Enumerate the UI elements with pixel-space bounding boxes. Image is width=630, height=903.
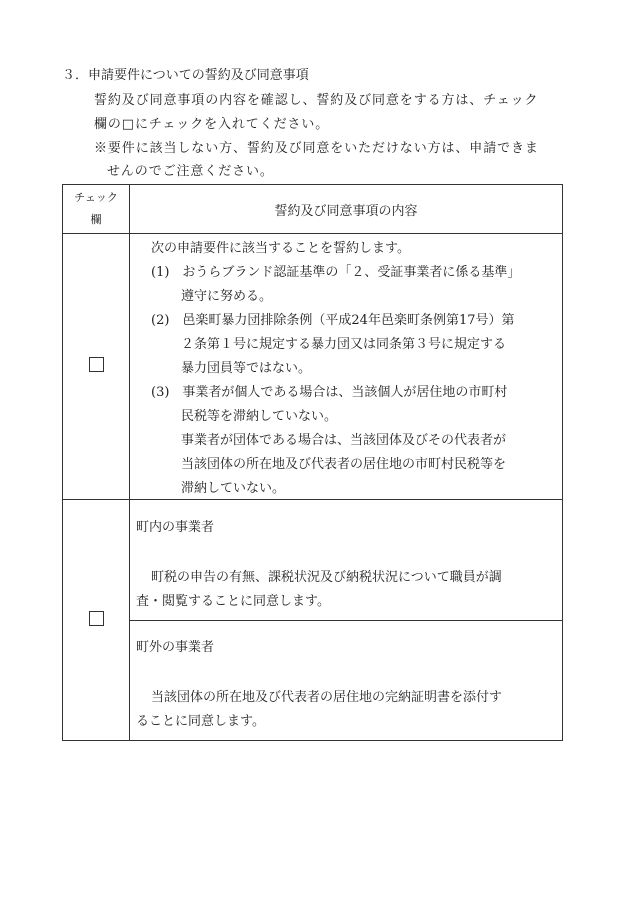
pledge-item-3-line-4: 当該団体の所在地及び代表者の居住地の市町村民税等を — [181, 457, 507, 472]
pledge-content — [130, 234, 562, 499]
pledge-item-3-line-5: 滞納していない。 — [181, 481, 286, 496]
intro-line-2: 欄の□にチェックを入れてください。 — [94, 117, 330, 132]
row1-check-cell[interactable] — [63, 234, 130, 500]
pledge-item-2-line-2: ２条第１号に規定する暴力団又は同条第３号に規定する — [181, 337, 507, 352]
outside-business-line-2: ることに同意します。 — [136, 714, 265, 729]
note-line-2: せんのでご注意ください。 — [107, 164, 274, 179]
inside-business-line-1: 町税の申告の有無、課税状況及び納税状況について職員が調 — [151, 570, 502, 585]
header-check-line-1: チェック — [74, 191, 118, 204]
table-header-row — [63, 185, 563, 234]
pledge-item-2-line-1: (2) 邑楽町暴力団排除条例（平成24年邑楽町条例第17号）第 — [151, 313, 515, 328]
consent-content — [130, 500, 562, 740]
row1-content-cell — [130, 234, 563, 500]
pledge-item-1-line-2: 遵守に努める。 — [181, 289, 273, 304]
pledge-checkbox[interactable] — [89, 357, 104, 372]
inside-business-label: 町内の事業者 — [136, 520, 215, 535]
table-row — [63, 500, 563, 741]
consent-divider — [130, 620, 562, 621]
row2-content-cell — [130, 500, 563, 741]
section-title: ３．申請要件についての誓約及び同意事項 — [62, 68, 309, 83]
pledge-item-3-line-1: (3) 事業者が個人である場合は、当該個人が居住地の市町村 — [151, 385, 508, 400]
inside-business-line-2: 査・閲覧することに同意します。 — [136, 594, 330, 609]
header-content-column: 誓約及び同意事項の内容 — [130, 185, 563, 234]
pledge-item-3-line-2: 民税等を滞納していない。 — [181, 409, 338, 424]
pledge-item-2-line-3: 暴力団員等ではない。 — [181, 361, 312, 376]
header-check-column — [63, 185, 130, 234]
intro-line-1: 誓約及び同意事項の内容を確認し、誓約及び同意をする方は、チェック — [94, 93, 539, 108]
pledge-intro: 次の申請要件に該当することを誓約します。 — [151, 241, 410, 256]
header-check-line-2: 欄 — [90, 213, 102, 226]
pledge-item-1-line-1: (1) おうらブランド認証基準の「２、受証事業者に係る基準」 — [151, 265, 521, 280]
pledge-item-3-line-3: 事業者が団体である場合は、当該団体及びその代表者が — [181, 433, 507, 448]
row2-check-cell[interactable] — [63, 500, 130, 741]
outside-business-line-1: 当該団体の所在地及び代表者の居住地の完納証明書を添付す — [151, 690, 503, 705]
table-row — [63, 234, 563, 500]
consent-checkbox[interactable] — [89, 611, 104, 626]
outside-business-label: 町外の事業者 — [136, 640, 215, 655]
note-line-1: ※要件に該当しない方、誓約及び同意をいただけない方は、申請できま — [94, 141, 539, 156]
requirements-table — [62, 184, 563, 741]
